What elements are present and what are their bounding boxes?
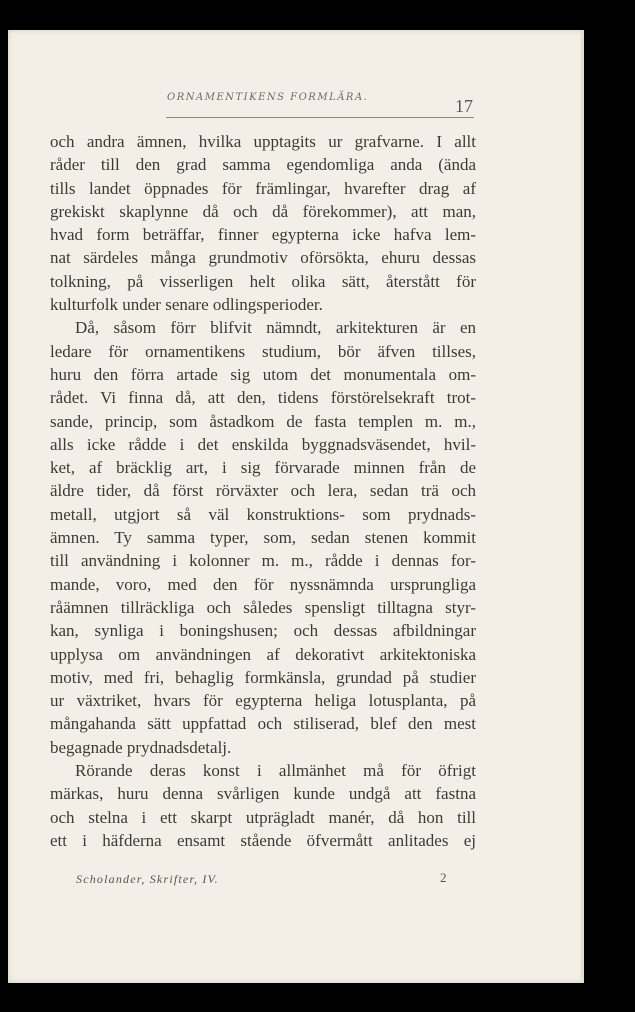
text-line: begagnade prydnadsdetalj. [50, 737, 232, 757]
text-line: alls icke rådde i det enskilda byggnadsväsendet, hvil- [50, 434, 476, 454]
text-line: kan, synliga i boningshusen; och dessas afbildningar [50, 621, 476, 641]
text-line: nat särdeles många grundmotiv oförsökta, ehuru dessas [50, 248, 476, 268]
text-line: mångahanda sätt uppfattad och stiliserad, blef den mest [50, 714, 476, 734]
sheet-number: 2 [440, 870, 447, 885]
text-line: rådet. Vi finna då, att den, tidens förstörelsekraft trot- [50, 388, 476, 408]
signature-mark: Scholander, Skrifter, IV. [76, 872, 219, 886]
text-line: mande, voro, med den för nyssnämnda ursprungliga [50, 574, 476, 594]
text-line: råder till den grad samma egendomliga anda (ända [50, 155, 476, 175]
text-line: och andra ämnen, hvilka upptagits ur grafvarne. I allt [50, 132, 476, 151]
text-line: ket, af bräcklig art, i sig förvarade minnen från de [50, 458, 476, 478]
text-line: motiv, med fri, behaglig formkänsla, grundad på studier [50, 667, 476, 687]
text-line: hvad form beträffar, finner egypterna icke hafva lem- [50, 225, 476, 245]
text-line: till användning i kolonner m. m., rådde i dennas for- [50, 551, 476, 571]
text-line: kulturfolk under senare odlingsperioder. [50, 295, 323, 315]
text-line: ett i häfderna ensamt stående öfvermått anlitades ej [50, 830, 476, 850]
text-line: huru den förra artade sig utom det monumentala om- [50, 364, 476, 384]
text-line: upplysa om användningen af dekorativt arkitektoniska [50, 644, 476, 664]
text-line: grekiskt skaplynne då och då förekommer), att man, [50, 201, 476, 221]
text-line: metall, utgjort så väl konstruktions- som prydnads- [50, 504, 476, 524]
text-line: märkas, huru denna svårligen kunde undgå att fastna [50, 784, 476, 804]
text-line: sande, princip, som åstadkom de fasta templen m. m., [50, 411, 476, 431]
text-line: och stelna i ett skarpt utprägladt manér, då hon till [50, 807, 476, 827]
text-line: ledare för ornamentikens studium, bör äfven tillses, [50, 341, 476, 361]
text-line: ur växtriket, hvars för egypterna heliga lotusplanta, på [50, 691, 476, 711]
running-title: ORNAMENTIKENS FORMLÄRA. [167, 92, 369, 103]
text-line: tills landet öppnades för främlingar, hvarefter drag af [50, 178, 476, 198]
text-line: äldre tider, då först rörväxter och lera, sedan trä och [50, 481, 476, 501]
text-line: Rörande deras konst i allmänhet må för öfrigt [75, 761, 476, 781]
text-line: tolkning, på visserligen helt olika sätt, återstått för [50, 271, 476, 291]
text-line: råämnen tillräckliga och således spensligt tilltagna styr- [50, 597, 476, 617]
text-line: ämnen. Ty samma typer, som, sedan stenen kommit [50, 528, 476, 548]
page-number: 17 [455, 96, 473, 116]
text-line: Då, såsom förr blifvit nämndt, arkitekturen är en [75, 318, 476, 338]
header-rule [166, 117, 474, 118]
body-text [50, 130, 476, 852]
